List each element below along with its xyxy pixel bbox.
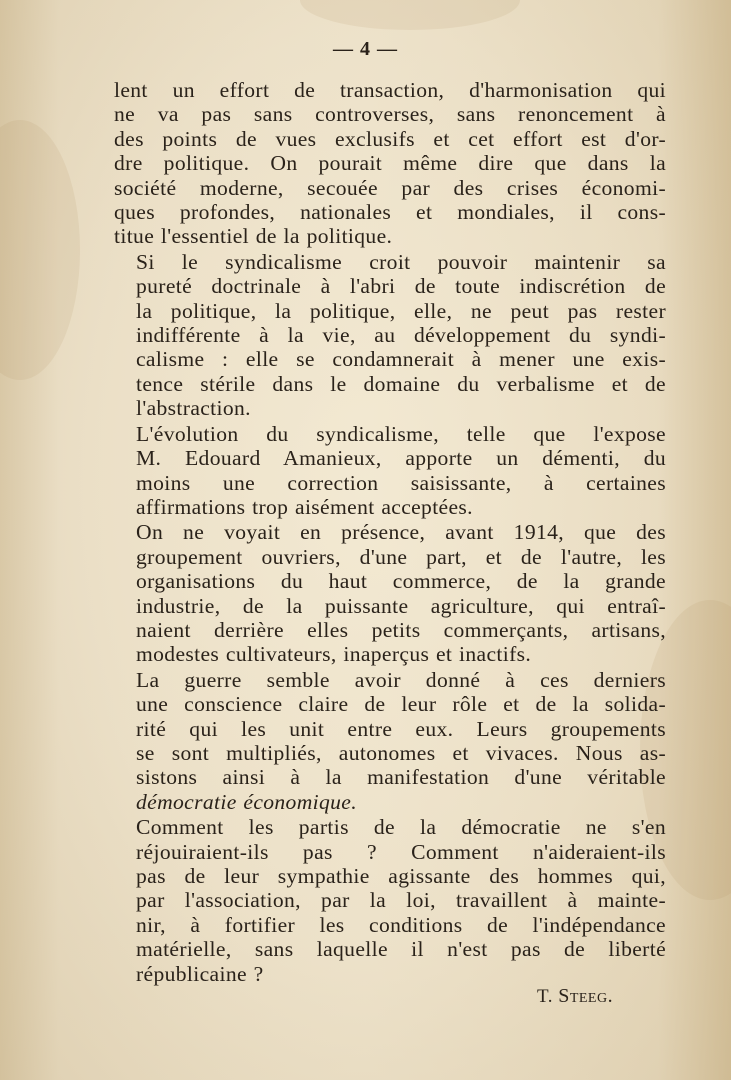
text-line: tence stérile dans le domaine du verbalisme et de bbox=[136, 371, 666, 396]
text-line: ques profondes, nationales et mondiales, il cons- bbox=[114, 200, 666, 225]
paragraph bbox=[114, 520, 666, 666]
text-line: pureté doctrinale à l'abri de toute indiscrétion de bbox=[136, 274, 666, 299]
text-line: réjouiraient-ils pas ? Comment n'aideraient-ils bbox=[136, 839, 666, 864]
text-line: industrie, de la puissante agriculture, qui entraî- bbox=[136, 593, 666, 618]
body-text bbox=[114, 78, 666, 987]
text-line: indifférente à la vie, au développement du syndi- bbox=[136, 323, 666, 348]
paragraph bbox=[114, 668, 666, 814]
text-line: par l'association, par la loi, travaillent à mainte- bbox=[136, 888, 666, 913]
text-line: ne va pas sans controverses, sans renoncement à bbox=[114, 102, 666, 127]
italic-text-line bbox=[114, 790, 666, 814]
text-line: républicaine ? bbox=[136, 961, 264, 986]
paragraph bbox=[114, 422, 666, 520]
text-line: naient derrière elles petits commerçants, artisans, bbox=[136, 617, 666, 642]
text-line: M. Edouard Amanieux, apporte un démenti, du bbox=[136, 446, 666, 471]
paragraph bbox=[114, 815, 666, 986]
text-line: affirmations trop aisément acceptées. bbox=[136, 494, 473, 519]
text-line: société moderne, secouée par des crises économi- bbox=[114, 175, 666, 200]
author-signature bbox=[537, 985, 613, 1008]
text-line: lent un effort de transaction, d'harmonisation qui bbox=[114, 78, 666, 102]
text-line: Si le syndicalisme croit pouvoir maintenir sa bbox=[136, 249, 666, 274]
text-line: rité qui les unit entre eux. Leurs groupements bbox=[136, 716, 666, 741]
text-line: sistons ainsi à la manifestation d'une véritable bbox=[136, 765, 666, 790]
signature-name: Steeg. bbox=[558, 985, 614, 1007]
text-line: titue l'essentiel de la politique. bbox=[114, 224, 393, 249]
paper-stain bbox=[300, 0, 520, 30]
text-line: nir, à fortifier les conditions de l'indépendance bbox=[136, 912, 666, 937]
text-line: se sont multipliés, autonomes et vivaces. Nous as- bbox=[136, 740, 666, 765]
text-line: dre politique. On pourait même dire que dans la bbox=[114, 151, 666, 176]
page-number: — 4 — bbox=[333, 38, 398, 60]
paper-stain bbox=[0, 120, 80, 380]
signature-initial: T. bbox=[537, 986, 553, 1007]
text-line: moins une correction saisissante, à certaines bbox=[136, 470, 666, 495]
text-line: modestes cultivateurs, inaperçus et inactifs. bbox=[136, 642, 532, 667]
text-line: une conscience claire de leur rôle et de la solida- bbox=[136, 692, 666, 717]
text-line: l'abstraction. bbox=[136, 396, 251, 421]
text-line: matérielle, sans laquelle il n'est pas de liberté bbox=[136, 937, 666, 962]
text-line: groupement ouvriers, d'une part, et de l'autre, les bbox=[136, 544, 666, 569]
text-line: La guerre semble avoir donné à ces derniers bbox=[136, 667, 666, 692]
text-line: des points de vues exclusifs et cet effort est d'or- bbox=[114, 126, 666, 151]
text-line: calisme : elle se condamnerait à mener une exis- bbox=[136, 347, 666, 372]
text-line: Comment les partis de la démocratie ne s'en bbox=[136, 815, 666, 840]
text-line: la politique, la politique, elle, ne peut pas rester bbox=[136, 298, 666, 323]
text-line: organisations du haut commerce, de la grande bbox=[136, 569, 666, 594]
text-line: pas de leur sympathie agissante des hommes qui, bbox=[136, 864, 666, 888]
text-line: L'évolution du syndicalisme, telle que l'expose bbox=[136, 421, 666, 446]
text-line: On ne voyait en présence, avant 1914, que des bbox=[136, 520, 666, 545]
emphasis: démocratie économique. bbox=[136, 789, 357, 814]
paragraph bbox=[114, 250, 666, 421]
paragraph bbox=[114, 78, 666, 249]
